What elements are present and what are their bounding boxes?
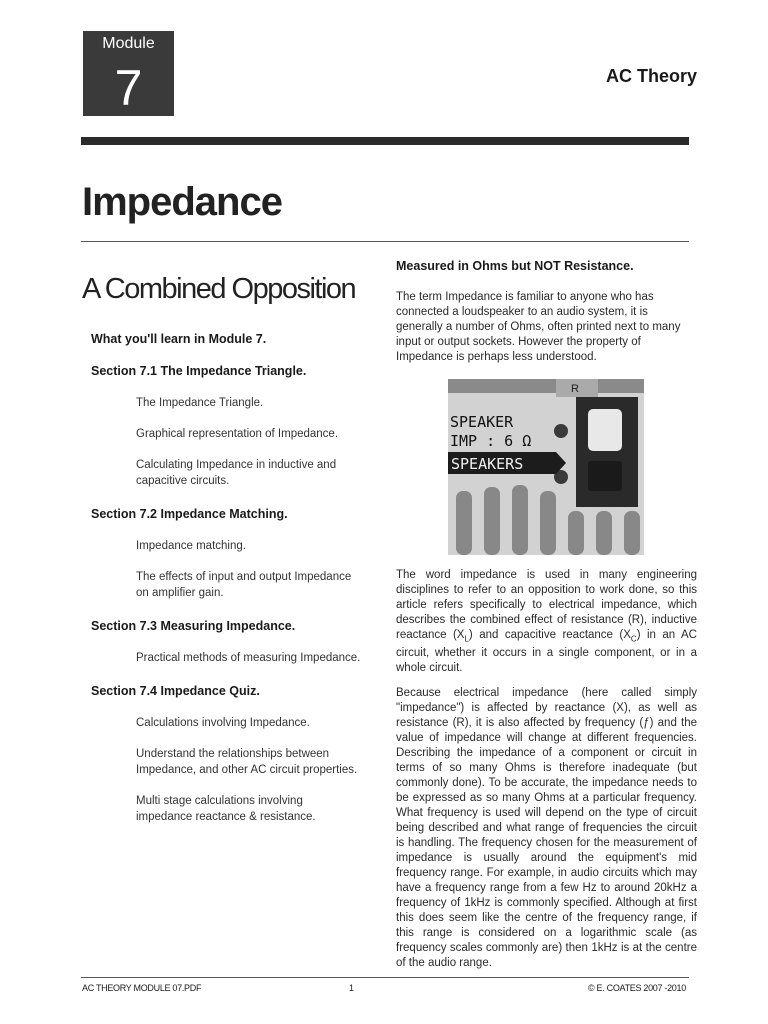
title-rule: [81, 241, 689, 242]
module-badge: [83, 31, 174, 116]
learn-heading: What you'll learn in Module 7.: [91, 332, 267, 346]
list-item: Multi stage calculations involving impedance reactance & resistance.: [136, 795, 316, 823]
photo-line-2: IMP : 6 Ω: [450, 432, 532, 450]
learning-outline: [91, 332, 361, 825]
list-item: Calculations involving Impedance.: [136, 717, 310, 729]
list-item: The Impedance Triangle.: [136, 397, 264, 409]
list-item: Calculating Impedance in inductive and capacitive circuits.: [136, 459, 337, 487]
photo-line-1: SPEAKER: [450, 413, 514, 431]
subscript-l: L: [464, 634, 469, 644]
module-label: Module: [102, 35, 155, 52]
list-item: Impedance matching.: [136, 540, 246, 552]
list-item: Understand the relationships between Impedance, and other AC circuit properties.: [136, 748, 358, 776]
page-title: Impedance: [82, 180, 282, 224]
speaker-terminal-photo: [448, 379, 644, 555]
frequency-paragraph: Because electrical impedance (here called simply "impedance") is affected by reactance (X), as well as resistance (R), it is also affected by frequency (ƒ) and the value of impedance will change at different frequencies. Describing the impedance of a component or circuit in terms of so many Ohms is therefore inadequate (but commonly done). To be accurate, the impedance needs to be expressed as so many Ohms at a particular frequency. What frequency is used will depend on the type of circuit being described and what range of frequencies the circuit is handling. The frequency chosen for the measurement of impedance is usually around the equipment's mid frequency range. For example, in audio circuits which may have a frequency range from a few Hz to around 20kHz a frequency of 1kHz is commonly specified. Although at first this does seem like the centre of the frequency range, if this range is considered on a logarithmic scale (as frequency scales commonly are) then 1kHz is at the centre of the audio range.: [396, 687, 697, 969]
photo-graphic: [448, 379, 644, 555]
page-subtitle: A Combined Opposition: [82, 273, 356, 305]
subscript-c: C: [630, 634, 637, 644]
definition-text-1: The word impedance is used in many engineering disciplines to refer to an opposition to work done, so this article refers specifically to electrical impedance, which describes the combined effect of resistance (R), inductive reactance (X: [396, 569, 697, 641]
list-item: Graphical representation of Impedance.: [136, 428, 339, 440]
section-heading: Section 7.3 Measuring Impedance.: [91, 619, 296, 633]
photo-line-3: SPEAKERS: [451, 455, 524, 473]
definition-paragraph: [396, 568, 697, 676]
section-heading: Section 7.2 Impedance Matching.: [91, 507, 288, 521]
header-rule: [81, 137, 689, 145]
section-heading: Section 7.1 The Impedance Triangle.: [91, 364, 307, 378]
section-heading: Section 7.4 Impedance Quiz.: [91, 684, 260, 698]
intro-paragraph: The term Impedance is familiar to anyone who has connected a loudspeaker to an audio system, it is generally a number of Ohms, often printed next to many input or output sockets. However the property of Impedance is perhaps less understood.: [396, 291, 681, 363]
module-number: 7: [114, 60, 143, 116]
footer-filename: AC THEORY MODULE 07.PDF: [82, 983, 202, 993]
right-heading: Measured in Ohms but NOT Resistance.: [396, 259, 634, 273]
definition-text-3: ) in an AC circuit, whether it occurs in a single component, or in a whole circuit.: [396, 629, 697, 675]
definition-text-2: ) and capacitive reactance (X: [468, 629, 631, 641]
footer-page-number: 1: [349, 983, 355, 993]
footer-rule: [81, 977, 689, 978]
footer-copyright: © E. COATES 2007 -2010: [588, 983, 686, 993]
header-title: AC Theory: [605, 66, 697, 86]
photo-tag: R: [571, 383, 579, 395]
list-item: The effects of input and output Impedance on amplifier gain.: [136, 571, 352, 599]
list-item: Practical methods of measuring Impedance.: [136, 652, 361, 664]
